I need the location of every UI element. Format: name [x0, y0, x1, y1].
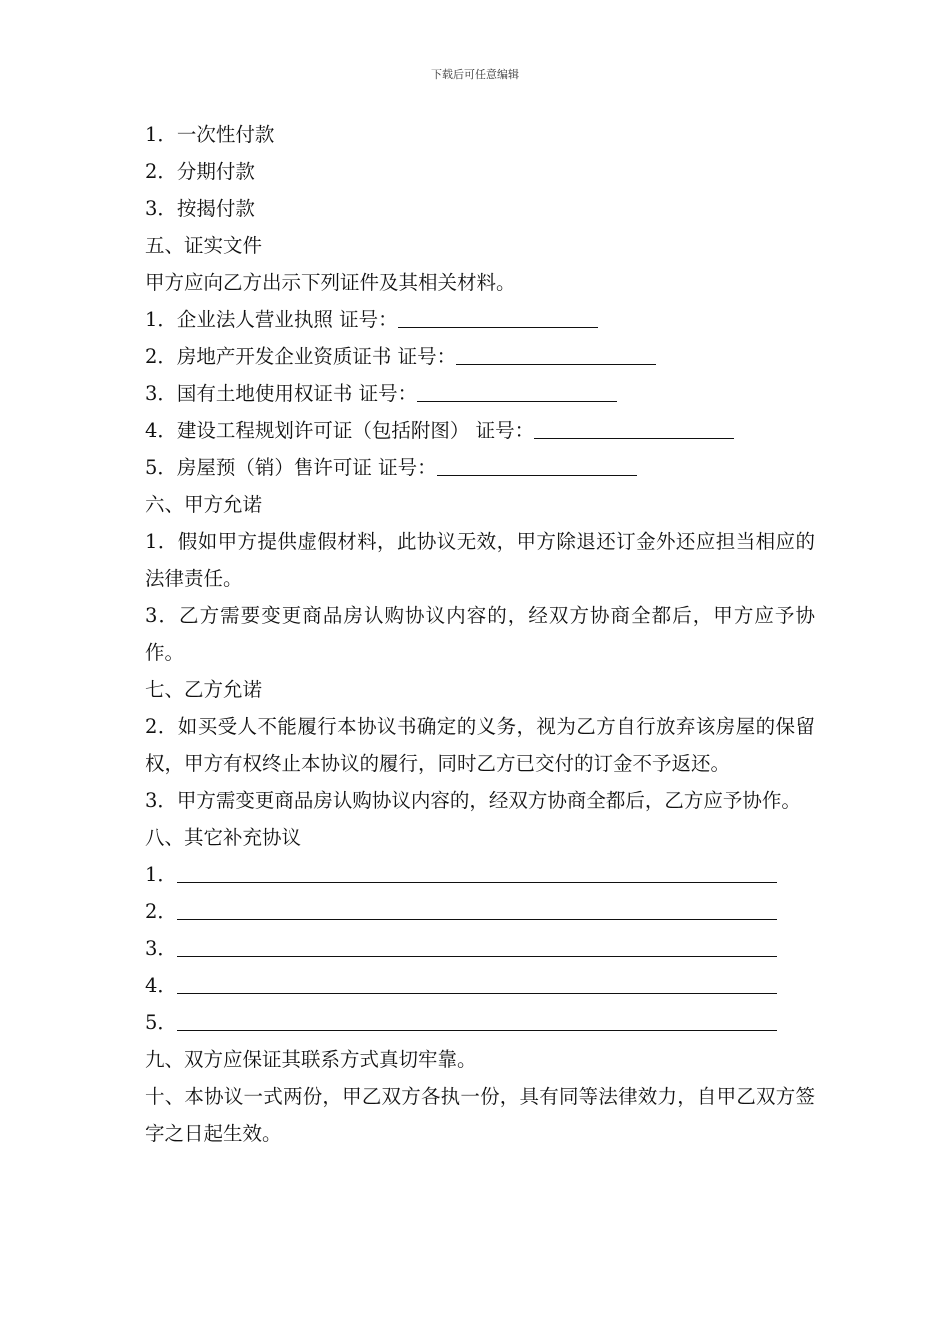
item-number: 3． — [145, 197, 177, 220]
list-item — [145, 893, 815, 930]
item-text: 分期付款 — [176, 160, 255, 183]
fill-in-blank[interactable] — [398, 303, 598, 328]
item-number: 3． — [145, 382, 177, 405]
paragraph-item — [145, 523, 815, 597]
list-item — [145, 375, 815, 412]
list-item — [145, 1004, 815, 1041]
item-text: 如买受人不能履行本协议书确定的义务，视为乙方自行放弃该房屋的保留权，甲方有权终止本协议的履行，同时乙方已交付的订金不予返还。 — [145, 715, 815, 775]
item-number: 3． — [145, 937, 177, 960]
section-intro: 甲方应向乙方出示下列证件及其相关材料。 — [145, 271, 516, 294]
list-item — [145, 190, 815, 227]
item-number: 2． — [145, 160, 177, 183]
list-item — [145, 930, 815, 967]
list-item — [145, 449, 815, 486]
item-number: 3． — [145, 789, 177, 812]
item-number: 4． — [145, 419, 177, 442]
page-header: 下载后可任意编辑 — [431, 68, 519, 81]
fill-in-blank[interactable] — [534, 414, 734, 439]
item-text: 甲方需变更商品房认购协议内容的，经双方协商全都后，乙方应予协作。 — [176, 789, 801, 812]
item-number: 1． — [145, 308, 177, 331]
list-item — [145, 301, 815, 338]
item-text: 假如甲方提供虚假材料，此协议无效，甲方除退还订金外还应担当相应的法律责任。 — [145, 530, 815, 590]
fill-in-blank[interactable] — [417, 377, 617, 402]
section-heading: 八、其它补充协议 — [145, 826, 302, 849]
item-text: 房屋预（销）售许可证 证号： — [176, 456, 437, 479]
list-item — [145, 153, 815, 190]
section-text: 十、本协议一式两份，甲乙双方各执一份，具有同等法律效力，自甲乙双方签字之日起生效。 — [145, 1085, 815, 1145]
item-text: 按揭付款 — [176, 197, 255, 220]
fill-in-blank[interactable] — [177, 932, 777, 957]
item-number: 4． — [145, 974, 177, 997]
item-text: 乙方需要变更商品房认购协议内容的，经双方协商全都后，甲方应予协作。 — [145, 604, 815, 664]
fill-in-blank[interactable] — [177, 895, 777, 920]
document-body — [145, 116, 815, 1152]
list-item — [145, 116, 815, 153]
item-text: 企业法人营业执照 证号： — [176, 308, 398, 331]
item-number: 1． — [145, 530, 178, 553]
item-text: 一次性付款 — [176, 123, 275, 146]
list-item — [145, 967, 815, 1004]
item-text: 国有土地使用权证书 证号： — [176, 382, 418, 405]
item-number: 1． — [145, 123, 177, 146]
item-number: 5． — [145, 1011, 177, 1034]
fill-in-blank[interactable] — [437, 451, 637, 476]
fill-in-blank[interactable] — [456, 340, 656, 365]
section-heading: 七、乙方允诺 — [145, 678, 263, 701]
fill-in-blank[interactable] — [177, 969, 777, 994]
item-text: 房地产开发企业资质证书 证号： — [176, 345, 457, 368]
item-number: 3． — [145, 604, 180, 627]
paragraph-item — [145, 782, 815, 819]
item-number: 5． — [145, 456, 177, 479]
section-text: 九、双方应保证其联系方式真切牢靠。 — [145, 1048, 477, 1071]
paragraph-item — [145, 708, 815, 782]
section-heading: 六、甲方允诺 — [145, 493, 263, 516]
item-number: 2． — [145, 345, 177, 368]
list-item — [145, 338, 815, 375]
item-number: 2． — [145, 715, 178, 738]
paragraph-item — [145, 597, 815, 671]
item-text: 建设工程规划许可证（包括附图） 证号： — [176, 419, 535, 442]
list-item — [145, 412, 815, 449]
item-number: 2． — [145, 900, 177, 923]
section-heading: 五、证实文件 — [145, 234, 263, 257]
fill-in-blank[interactable] — [177, 858, 777, 883]
fill-in-blank[interactable] — [177, 1006, 777, 1031]
list-item — [145, 856, 815, 893]
item-number: 1． — [145, 863, 177, 886]
